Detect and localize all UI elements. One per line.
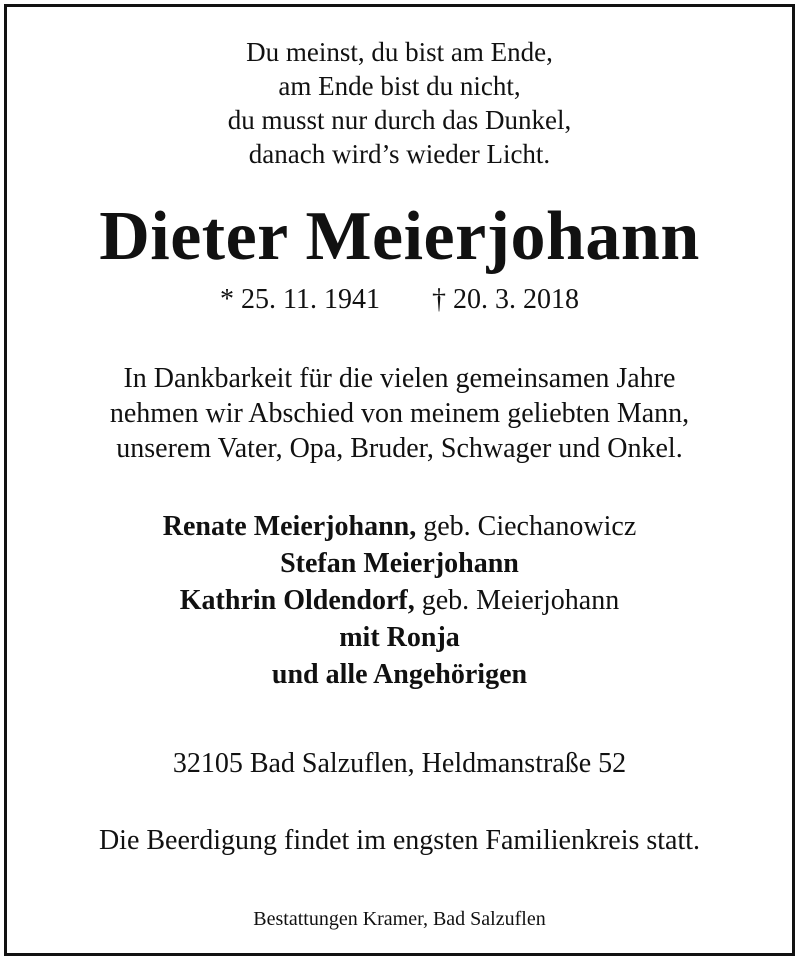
mourner-renate: [7, 508, 792, 545]
mourner-relatives: [7, 656, 792, 693]
poem-line: danach wird’s wieder Licht.: [248, 139, 551, 169]
funeral-notice: Die Beerdigung findet im engsten Familienkreis statt.: [98, 825, 701, 856]
birth-date: * 25. 11. 1941: [220, 284, 380, 315]
obituary-frame: [4, 4, 795, 956]
poem-line: du musst nur durch das Dunkel,: [227, 105, 572, 135]
death-date: † 20. 3. 2018: [431, 284, 579, 315]
poem: [7, 35, 792, 171]
farewell-line: nehmen wir Abschied von meinem geliebten Mann,: [109, 398, 690, 429]
farewell-line: unserem Vater, Opa, Bruder, Schwager und Onkel.: [116, 433, 683, 464]
farewell-text: [7, 361, 792, 466]
mourner-maiden-name: geb. Ciechanowicz: [416, 511, 637, 542]
mourner-maiden-name: geb. Meierjohann: [414, 585, 620, 616]
life-dates: [7, 281, 792, 319]
deceased-name: Dieter Meierjohann: [99, 198, 700, 275]
mourner-name: und alle Angehörigen: [271, 659, 528, 690]
address: 32105 Bad Salzuflen, Heldmanstraße 52: [172, 748, 627, 779]
poem-line: Du meinst, du bist am Ende,: [246, 37, 553, 67]
mourner-name: Kathrin Oldendorf,: [179, 585, 415, 616]
mourner-name: Stefan Meierjohann: [280, 548, 519, 579]
mourners-list: [7, 508, 792, 693]
undertaker: Bestattungen Kramer, Bad Salzuflen: [253, 908, 546, 930]
mourner-name: Renate Meierjohann,: [162, 511, 417, 542]
farewell-line: In Dankbarkeit für die vielen gemeinsamen Jahre: [123, 363, 676, 394]
mourner-kathrin: [7, 582, 792, 619]
mourner-stefan: [7, 545, 792, 582]
mourner-ronja: [7, 619, 792, 656]
poem-line: am Ende bist du nicht,: [278, 71, 521, 101]
mourner-name: mit Ronja: [339, 622, 460, 653]
